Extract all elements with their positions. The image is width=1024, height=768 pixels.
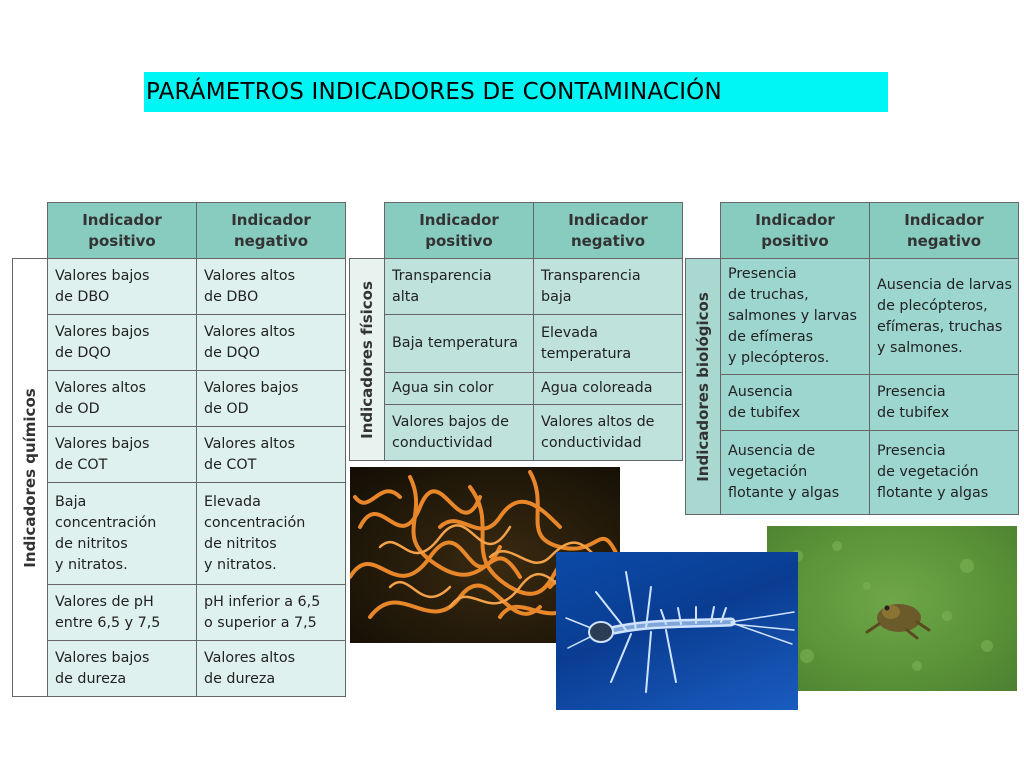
- table-cell: Elevada temperatura: [534, 315, 683, 373]
- corner-blank: [686, 203, 721, 259]
- table-cell: Valores bajos de COT: [48, 427, 197, 483]
- chemical-indicators-table: [12, 202, 346, 697]
- physical-indicators-table: [349, 202, 683, 461]
- header-negative: Indicador negativo: [197, 203, 346, 259]
- table-cell: Valores bajos de conductividad: [385, 405, 534, 461]
- biological-label-text: Indicadores biológicos: [694, 291, 712, 482]
- header-positive: Indicador positivo: [721, 203, 870, 259]
- physical-side-label: [350, 259, 385, 461]
- table-cell: Valores altos de COT: [197, 427, 346, 483]
- page-title: PARÁMETROS INDICADORES DE CONTAMINACIÓN: [144, 72, 888, 112]
- table-cell: Transparencia alta: [385, 259, 534, 315]
- table-cell: Ausencia de larvas de plecópteros, efímeras, truchas y salmones.: [870, 259, 1019, 375]
- header-positive: Indicador positivo: [48, 203, 197, 259]
- table-cell: Transparencia baja: [534, 259, 683, 315]
- table-cell: Valores bajos de DBO: [48, 259, 197, 315]
- table-cell: pH inferior a 6,5 o superior a 7,5: [197, 585, 346, 641]
- table-cell: Ausencia de vegetación flotante y algas: [721, 431, 870, 515]
- corner-blank: [350, 203, 385, 259]
- table-cell: Agua coloreada: [534, 373, 683, 405]
- header-negative: Indicador negativo: [870, 203, 1019, 259]
- corner-blank: [13, 203, 48, 259]
- table-cell: Ausencia de tubifex: [721, 375, 870, 431]
- table-cell: Presencia de truchas, salmones y larvas de efímeras y plecópteros.: [721, 259, 870, 375]
- table-cell: Valores altos de DBO: [197, 259, 346, 315]
- frog-on-floating-plants-photo: [767, 526, 1017, 691]
- header-positive: Indicador positivo: [385, 203, 534, 259]
- table-cell: Valores bajos de DQO: [48, 315, 197, 371]
- table-cell: Valores altos de OD: [48, 371, 197, 427]
- biological-side-label: [686, 259, 721, 515]
- table-cell: Agua sin color: [385, 373, 534, 405]
- biological-indicators-table: [685, 202, 1019, 515]
- table-cell: Valores bajos de dureza: [48, 641, 197, 697]
- header-negative: Indicador negativo: [534, 203, 683, 259]
- table-cell: Presencia de vegetación flotante y algas: [870, 431, 1019, 515]
- table-cell: Baja concentración de nitritos y nitratos.: [48, 483, 197, 585]
- table-cell: Baja temperatura: [385, 315, 534, 373]
- physical-label-text: Indicadores físicos: [358, 280, 376, 439]
- table-cell: Valores altos de conductividad: [534, 405, 683, 461]
- table-cell: Valores bajos de OD: [197, 371, 346, 427]
- table-cell: Valores de pH entre 6,5 y 7,5: [48, 585, 197, 641]
- mayfly-larva-photo: [556, 552, 798, 710]
- table-cell: Valores altos de dureza: [197, 641, 346, 697]
- table-cell: Elevada concentración de nitritos y nitratos.: [197, 483, 346, 585]
- chemical-label-text: Indicadores químicos: [21, 387, 39, 568]
- chemical-side-label: [13, 259, 48, 697]
- table-cell: Presencia de tubifex: [870, 375, 1019, 431]
- table-cell: Valores altos de DQO: [197, 315, 346, 371]
